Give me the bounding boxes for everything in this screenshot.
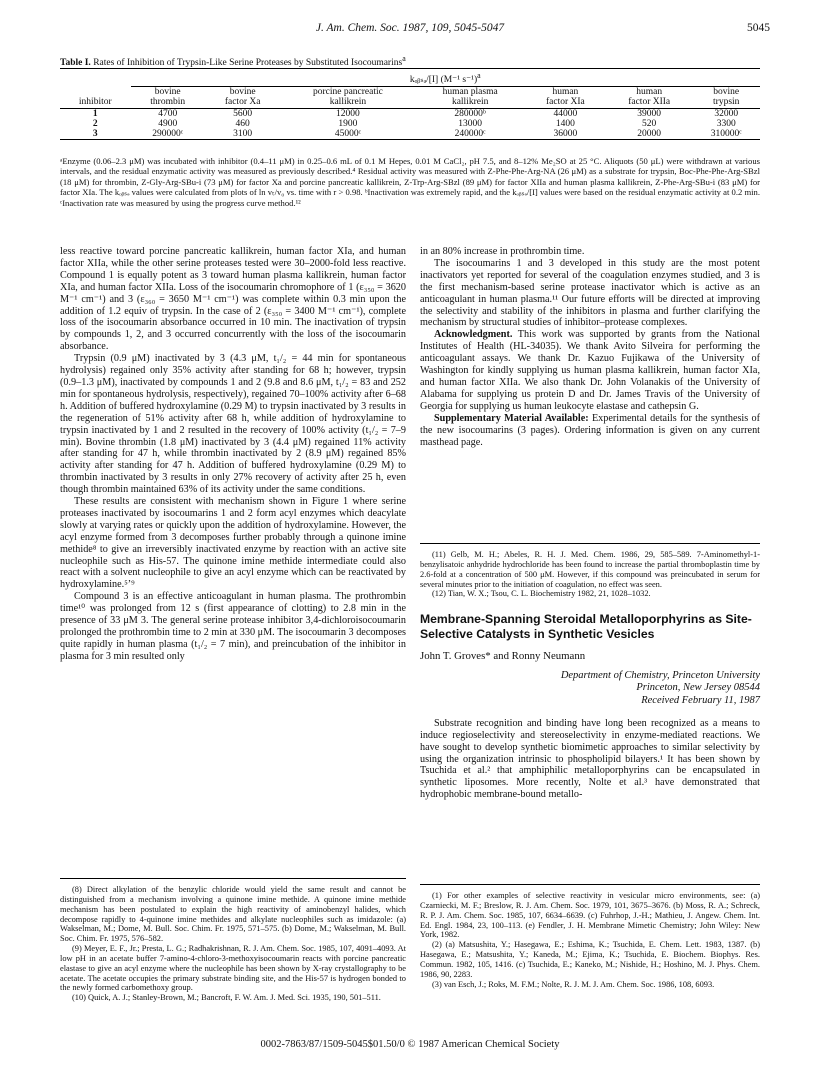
right-references-top: [420, 543, 760, 599]
table-footnote: ᵃEnzyme (0.06–2.3 μM) was incubated with inhibitor (0.4–11 μM) in 0.25–0.6 mL of 0.1 M Hepes, 0.01 M CaCl₂, pH 7.5, and 8–12% Me₂SO at 25 °C. Aliquots (50 μL) were withdrawn at various intervals, and the residual enzymatic activity was measured as previously described.⁴ Residual activity was measured with Z-Phe-Phe-Arg-NA (26 μM) as a substrate for trypsin, Boc-Phe-Phe-Arg-SBzl (18 μM) for thrombin, Z-Gly-Arg-SBu-i (73 μM) for factor Xa and porcine pancreatic kallikrein, Z-Trp-Arg-SBzl (89 μM) for factor XIIa and human plasma kallikrein, Z-Phe-Arg-SBu-i (83 μM) for factor XIa. The kₒᵦₛₔ values were calculated from plots of ln vₜ/v₀ vs. time with r > 0.98. ᵇInactivation was extremely rapid, and the kₒᵦₛₔ/[I] values were based on the residual enzymatic activity at 0.2 min. ᶜInactivation rate was measured by using the progress curve method.¹²: [60, 156, 760, 208]
reference: (3) van Esch, J.; Roks, M. F.M.; Nolte, R. J. M. J. Am. Chem. Soc. 1986, 108, 6093.: [432, 979, 715, 989]
column-header-line2: inhibitor thrombin factor Xa kallikrein kallikrein factor XIa factor XIIa trypsin: [78, 97, 740, 108]
acknowledgment: Acknowledgment. This work was supported by grants from the National Institutes of Health (HL-34035). We thank Avito Silveira for performing the anticoagulant assays. We thank Dr. Kazuo Fujikawa of the University of Washington for kindly supplying us human plasma kallikrein, human factor XIa, and human factor XIIa. We also thank Dr. John Volanakis of the University of Alabama for supplying us protein D and Dr. James Travis of the University of Georgia for supplying us human leukocyte elastase and cathepsin G.: [420, 329, 760, 412]
article-title: Membrane-Spanning Steroidal Metalloporphyrins as Site-Selective Catalysts in Synthetic Vesicles: [420, 612, 752, 641]
page-footer: 0002-7863/87/1509-5045$01.50/0 © 1987 American Chemical Society: [260, 1039, 560, 1050]
paragraph: Compound 3 is an effective anticoagulant in human plasma. The prothrombin time¹⁰ was prolonged from 12 s (first appearance of clotting) to 2.8 min in the presence of 33 μM 3. The general serine protease inhibitor 3,4-dichloroisocoumarin prolonged the prothrombin time to 2 min at 330 μM. The isocoumarin 3 decomposes quite rapidly in human plasma (t₁/₂ = 7 min), and preincubation of the inhibitor in plasma for 3 min resulted only: [60, 591, 406, 662]
reference: (1) For other examples of selective reactivity in vesicular micro environments, see: (a) Czarniecki, M. F.; Breslow, R. J. Am. Chem. Soc. 1979, 101, 3675–3676. (b) Moss, R. A.; Schreck, R. P. J. Am. Chem. Soc. 1985, 107, 6634–6639. (c) Fuhrhop, J.-H.; Mathieu, J. Angew. Chem. Int. Ed. Engl. 1984, 23, 100–113. (e) Fendler, J. H. Membrane Mimetic Chemistry; John Wiley: New York, 1982.: [420, 891, 760, 940]
table-label: Table I.: [60, 58, 91, 69]
left-references: [60, 878, 406, 1003]
table-title-note: a: [402, 54, 406, 63]
journal-citation: J. Am. Chem. Soc. 1987, 109, 5045-5047: [315, 22, 505, 34]
left-column: [60, 246, 406, 663]
paragraph: These results are consistent with mechanism shown in Figure 1 where serine proteases inactivated by isocoumarins 1 and 2 form acyl enzymes which deacylate slowly at varying rates or quickly upon the addition of hydroxylamine. However, the acyl enzyme formed from 3 decomposes further probably through a quinone imine methide⁸ to give an irreversibly inactivated enzyme by reaction with an active site nucleophile such as His-57. The quinone imine methide intermediate could also react with a solvent nucleophile to give an acyl enzyme which can be reactivated by hydroxylamine.⁵ʼ⁹: [60, 496, 406, 591]
paragraph: Trypsin (0.9 μM) inactivated by 3 (4.3 μM, t₁/₂ = 44 min for spontaneous hydrolysis) regained only 35% activity after standing for 68 h; however, trypsin (0.9–1.3 μM), inactivated by compounds 1 and 2 (9.8 and 8.6 μM, t₁/₂ = 83 and 252 min for spontaneous hydrolysis, respectively), regained 70–100% activity after 6–68 h. Addition of buffered hydroxylamine (0.29 M) to trypsin inactivated by 3 results in the regeneration of 51% activity after 68 h, while addition of hydroxylamine to trypsin inactivated by 1 and 2 resulted in the recovery of 100% activity (t₁/₂ = 7–9 min). Bovine thrombin (1.8 μM) inactivated by 3 (4.4 μM) regained 11% activity after standing for 47 h, while thrombin inactivated by 2 (8.9 μM) regained 85% activity after standing for 47 h. Addition of buffered hydroxylamine (0.29 M) to thrombin inactivated by 3 results in only 27% recovery of activity after 25 h, even though thrombin maintained 63% of its activity under the same conditions.: [60, 353, 406, 496]
kobsd-header: kₒᵦₛₔ/[I] (M⁻¹ s⁻¹)$^a$: [131, 69, 760, 86]
reference: (12) Tian, W. X.; Tsou, C. L. Biochemistry 1982, 21, 1028–1032.: [432, 589, 651, 599]
column-header-line1: bovine bovine porcine pancreatic human plasma human human bovine: [154, 86, 740, 97]
affiliation-location: Princeton, New Jersey 08544: [636, 682, 760, 694]
article-authors: John T. Groves* and Ronny Neumann: [420, 650, 586, 662]
table-row: 3 290000ᶜ 3100 45000ᶜ 240000ᶜ 36000 20000 310000ᶜ: [92, 128, 742, 139]
running-header: [60, 22, 770, 38]
right-column: [420, 246, 760, 448]
table-row: 1 4700 5600 12000 280000ᵇ 44000 39000 32000: [92, 108, 739, 119]
right-references-bottom: [420, 884, 760, 989]
reference: (9) Meyer, E. F., Jr.; Presta, L. G.; Radhakrishnan, R. J. Am. Chem. Soc. 1985, 107, 4091–4093. At low pH in an acetate buffer 7-amino-4-chloro-3-methoxyisocoumarin reacts with porcine pancreatic elastase to give an acyl enzyme where the nucleophile has been shown by X-ray crystallography to be acetate. The acetate occupies the primary substrate binding site, and the His-57 is hydrogen bonded to the newly formed carbomethoxy group.: [60, 944, 406, 993]
table-title-text: Rates of Inhibition of Trypsin-Like Serine Proteases by Substituted Isocoumarins: [93, 58, 403, 69]
paragraph: The isocoumarins 1 and 3 developed in this study are the most potent inactivators yet reported for several of the coagulation enzymes studied, and 3 is the first mechanism-based serine protease inactivator which is active as an anticoagulant in human plasma.¹¹ Our future efforts will be directed at improving the selectivity and stability of the inhibitors in plasma and further clarifying the mechanism by structural studies of inhibitor–protease complexes.: [420, 257, 760, 329]
reference: (8) Direct alkylation of the benzylic chloride would yield the same result and cannot be distinguished from a mechanism involving a quinone imine methide. A quinone imine methide mechanism has been postulated to explain the high reactivity of aminobenzyl halides, which decompose rapidly to 4-quinone imine methides and alkylate nucleophiles such as imidazole: (a) Wakselman, M.; Dome, M. Bull. Soc. Chim. Fr. 1975, 571–575. (b) Dome, M.; Wakselman, M. Bull. Soc. Chim. Fr. 1975, 576–582.: [60, 885, 406, 944]
article-body: Substrate recognition and binding have long been recognized as a means to induce regioselectivity and stereoselectivity in enzyme-mediated reactions. We have sought to develop synthetic biomimetic approaches to similar selectivity by using the organization intrinsic to phospholipid bilayers.¹ It has been shown by Tsuchida et al.² that amphiphilic metalloporphyrins can be encapsulated in synthetic liposomes. More recently, Nolte et al.³ have demonstrated that hydrophobic membrane-bound metallo-: [420, 717, 760, 801]
paragraph: in an 80% increase in prothrombin time.: [420, 246, 585, 257]
reference: (10) Quick, A. J.; Stanley-Brown, M.; Bancroft, F. W. Am. J. Med. Sci. 1935, 190, 501–511.: [72, 993, 381, 1003]
page-number: 5045: [747, 22, 770, 34]
reference: (11) Gelb, M. H.; Abeles, R. H. J. Med. Chem. 1986, 29, 585–589. 7-Aminomethyl-1-benzylisatoic anhydride hydrochloride has been found to increase the partial thromboplastin time by 2.6-fold at a concentration of 500 μM. However, if this compound was preincubated in serum for several minutes prior to the initiation of coagulation, no effect was seen.: [420, 550, 760, 589]
reference: (2) (a) Matsushita, Y.; Hasegawa, E.; Eshima, K.; Tsuchida, E. Chem. Lett. 1983, 1387. (b) Hasegawa, E.; Matsushita, Y.; Kaneda, M.; Ejima, K.; Tsuchida, E. Biochem. Biophys. Res. Commun. 1982, 105, 1416. (c) Tsuchida, E.; Kaneko, M.; Nishide, H.; Hoshino, M. J. Phys. Chem. 1986, 90, 2283.: [420, 940, 760, 979]
next-article: [420, 612, 760, 801]
affiliation-department: Department of Chemistry, Princeton University: [560, 670, 760, 681]
table-caption: [60, 54, 760, 68]
supplementary-material: Supplementary Material Available: Experimental details for the synthesis of the new isocoumarins (3 pages). Ordering information is given on any current masthead page.: [420, 412, 760, 448]
received-date: Received February 11, 1987: [641, 694, 760, 706]
table-row: 2 4900 460 1900 13000 1400 520 3300: [92, 118, 736, 129]
rates-table: [60, 68, 760, 140]
paragraph: less reactive toward porcine pancreatic kallikrein, human factor XIa, and human factor XIIa, while the other serine proteases tested were 30–2000-fold less reactive. Compound 1 is equally potent as 3 toward human plasma kallikrein, human factor XIa, and human factor XIIa. Loss of the isocoumarin chromophore of 1 (ε₃₅₀ = 3620 M⁻¹ cm⁻¹) and 3 (ε₃₆₀ = 3650 M⁻¹ cm⁻¹) was complete within 0.3 min upon the addition of 1.2 equiv of trypsin. In the case of 2 (ε₃₅₀ = 3400 M⁻¹ cm⁻¹), complete loss of the isocoumarin absorbance occurred in 10 min. The inactivation of trypsin by compounds 1, 2, and 3 occurred concurrently with the loss of the isocoumarin absorbance.: [60, 246, 406, 353]
